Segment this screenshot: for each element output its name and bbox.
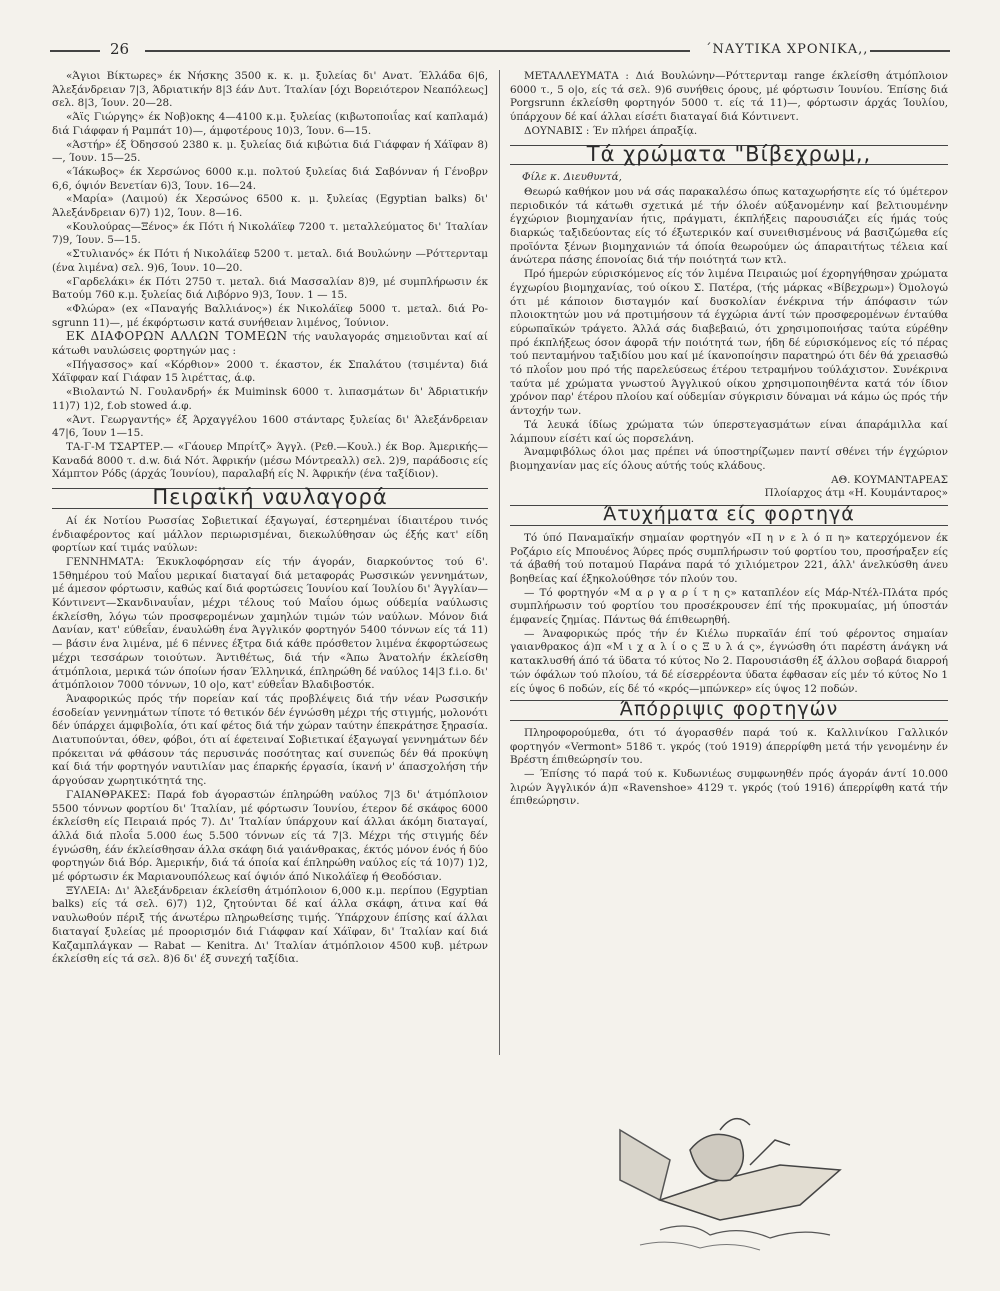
accident-paragraph: Τό ύπό Παναμαϊκήν σημαίαν φορτηγόν «Π η ν ε λ ό π η» κατερχόμενον έκ Ροζάριο είς Μπουένος Άύρες πρός συμπλήρωσιν τού φορτίου του, προσήραξεν είς τά άβαθή τού ποταμού Παράνα παρά τό χιλιόμετρον 221, άλλ' άνελκύσθη άνευ βοηθείας καί έξηκολούθησε τόν πλούν του. xyxy=(510,531,948,585)
right-column xyxy=(510,70,948,809)
sketch-figure xyxy=(690,1134,743,1180)
ship-entry: «Ίάκωβος» έκ Χερσώνος 6000 κ.μ. πολτού ξυλείας διά Σαβόνναν ή Γένοβρν 6,6, όψιόν Βενετίαν 6)3, Ίουν. 16—24. xyxy=(52,165,488,192)
sketch-hull xyxy=(660,1165,840,1220)
ship-entry: «Στυλιανός» έκ Πότι ή Νικολάϊεφ 5200 τ. μεταλ. διά Βουλώνην —Ρόττερνταμ (ένα λιμένα) σελ. 9)6, Ίουν. 10—20. xyxy=(52,248,488,274)
ship-entry: «Γαρδελάκι» έκ Πότι 2750 τ. μεταλ. διά Μασσαλίαν 8)9, μέ συμπλήρωσιν έκ Βατούμ 760 κ.μ. ξυλείας διά Λιβόρνο 9)3, Ίουν. 1 — 15. xyxy=(52,275,488,302)
piraeus-market-banner: Πειραϊκή ναυλαγορά xyxy=(52,488,488,509)
other-sectors-heading: ΕΚ ΔΙΑΦΟΡΩΝ ΑΛΛΩΝ ΤΟΜΕΩΝ xyxy=(66,329,288,344)
signature-title: Πλοίαρχος άτμ «Η. Κουμάνταρος» xyxy=(764,487,948,500)
letter-paragraph: Θεωρώ καθήκον μου νά σάς παρακαλέσω όπως καταχωρήσητε είς τό ύμέτερον περιοδικόν τά κάτωθι σχετικά μέ τήν όλοέν αύξανομένην καί βελτιουμένην έγχώριον βιομηχανίαν ήτις, πράγματι, έκπλήξεις παρουσιάζει είς ήμάς τούς διαρκώς ταξιδεύοντας είς τό έξωτερικόν καί συνειθισμένους νά βασιζώμεθα είς προϊόντα ξένων βιομηχανιών τά όποία θεωρούμεν ώς άπαραιτήτως τέλεια καί άνώτερα πάσης έπονοίας διά τήν ποιότητά των κτλ. xyxy=(510,185,948,267)
left-column xyxy=(52,70,488,967)
page-number: 26 xyxy=(110,40,130,58)
danube-paragraph: ΔΟΥΝΑΒΙΣ : Έν πλήρει άπραξίᾳ. xyxy=(524,124,698,137)
sketch-waves-lower xyxy=(640,1242,760,1250)
market-paragraph: Αί έκ Νοτίου Ρωσσίας Σοβιετικαί έξαγωγαί, έστερημέναι ίδιαιτέρου τινός ένδιαφέροντος καί μάλλον περιωρισμέναι, διεκωλύθησαν ώς έξής κατ' είδη φορτίων καί τιμάς ναύλων: xyxy=(52,514,488,555)
ship-entry: «Μαρία» (Λαιμού) έκ Χερσώνος 6500 κ. μ. ξυλείας (Egyptian balks) δι' Άλεξάνδρειαν 6)7) 1)2, Ίουν. 8—16. xyxy=(52,193,488,220)
letter-paragraph: Άναμφιβόλως όλοι μας πρέπει νά ύποστηρίζωμεν παντί σθένει τήν έγχώριον βιομηχανίαν μας είς όλους αύτής τούς κλάδους. xyxy=(510,446,948,472)
accidents-banner: Άτυχήματα είς φορτηγά xyxy=(510,505,948,526)
charter-entry: ΤΑ-Γ-Μ ΤΣΑΡΤΕΡ.— «Γάουερ Μπρίτζ» Άγγλ. (Ρεθ.—Κουλ.) έκ Βορ. Άμερικής—Καναδά 8000 τ. d.w. διά Νότ. Άφρικήν (μέσω Μόντρεαλλ) σελ. 2)9, παράδοσις είς Χάμπτον Ρόδς (άρχάς Ίουνίου), παραλαβή είς Ν. Άφρικήν (ένα ταξίδιον). xyxy=(52,440,488,481)
rejection-banner: Άπόρριψις φορτηγών xyxy=(510,700,948,721)
sketch-head xyxy=(720,1119,750,1130)
header-rule-middle xyxy=(145,50,690,52)
other-sectors-intro: τής ναυλαγοράς σημειοῦνται καί αί κάτωθι ναυλώσεις φορτηγών μας : xyxy=(52,331,488,358)
signature-name: ΑΘ. ΚΟΥΜΑΝΤΑΡΕΑΣ xyxy=(831,473,948,486)
ship-sketch-illustration xyxy=(600,1070,860,1260)
letter-paragraph: Πρό ήμερών εύρισκόμενος είς τόν λιμένα Πειραιώς μοί έχορηγήθησαν χρώματα έγχωρίου βιομηχανίας, τού οίκου Σ. Πατέρα, (τής μάρκας «Βίβεχρωμ») Όμολογώ ότι μέ κάποιον δισταγμόν καί δυσκολίαν ένέκρινα τήν άπόφασιν τών πλοιοκτητών μου νά προτιμήσουν τά έγχώρια άντί τών προσφερομένων ένταύθα εύρωπαϊκών τράγετο. Άλλά σάς διαβεβαιώ, ότι χρησιμοποιήσας ταύτα εύρέθην πρό έκπλήξεως όσον άφορᾶ τήν ποιότητά των, ήδη δέ εύρισκόμενος είς τό πέρας τού πενταμήνου ταξιδίου μου καί μέ ίκανοποίησιν παρατηρώ ότι δέν θά χρειασθώ τό πλοΐον μου πρό τής παρελεύσεως έτέρου τετραμήνου τούλάχιστον. Συνέκρινα ταύτα μέ χρώματα γνωστού Άγγλικού οίκου χρησιμοποιηθέντα κατά τόν ίδιον χρόνον παρ' έτέρου πλοίου καί ούδεμίαν σύγκρισιν δύναμαι νά κάμω ώς πρός τήν άντοχήν των. xyxy=(510,268,948,418)
market-paragraph: ΓΕΝΝΗΜΑΤΑ: Έκυκλοφόρησαν είς τήν άγοράν, διαρκούντος τού 6'. 15θημέρου τού Μαΐου μερικαί διαταγαί διά μεταφοράς Ρωσσικών γεννημάτων, μέ άμεσον φόρτωσιν, καθώς καί διά φορτώσεις Ίουνίου καί Ίουλίου δι' Άγγλίαν—Κόντινεντ—Σκανδιναυΐαν, μέχρι τέλους τού Μαΐου όμως ούδεμία ναύλωσις έκλείσθη, λόγω τών προσφερομένων χαμηλών τιμών τών ναύλων. Μόνον διά Δανίαν, κατ' εύθεΐαν, έναυλώθη ένα Άγγλικόν φορτηγόν 5400 τόννων είς τά 11)— βάσιν ένα λιμένα, μέ 6 πέννες έξτρα διά κάθε πρόσθετον λιμένα έκφορτώσεως μέχρι τεσσάρων τοιούτων. Άντιθέτως, διά τήν «Άπω Άνατολήν έκλείσθη άτμόπλοια, μερικά τών όποίων ήσαν Έλληνικά, έπληρώθη δέ ναύλος 14|3 f.i.o. δι' άτμόπλοιον 7000 τόννων, 10 ο|ο, κατ' εύθεΐαν Βλαδιβοστόκ. xyxy=(52,555,488,692)
header-rule-right xyxy=(870,50,950,52)
sketch-bow xyxy=(620,1130,670,1200)
market-paragraph: Άναφορικώς πρός τήν πορείαν καί τάς προβλέψεις διά τήν νέαν Ρωσσικήν έσοδείαν γεννημάτων τίποτε τό θετικόν δέν έγνώσθη μέχρι τής στιγμής, μολονότι δέν ύπάρχει άμφιβολία, ότι καί φέτος διά τήν χώραν ταύτην έπεκράτησε ξηρασία. Διατυπούνται, όθεν, φόβοι, ότι αί έφετειναί Σοβιετικαί έξαγωγαί γεννημάτων δέν πρόκειται νά φθάσουν τάς περυσινάς ποσότητας καί συνεπώς δέν θά προκύψη καί διά τήν φορτηγόν ναυτιλίαν μας έπαρκής έργασία, ίκανή ν' άπασχολήση τήν άργούσαν χωρητικότητά της. xyxy=(52,692,488,788)
ship-entry: «Κουλούρας—Ξένος» έκ Πότι ή Νικολάϊεφ 7200 τ. μεταλλεύματος δι' Ίταλίαν 7)9, Ίουν. 5—15. xyxy=(52,220,488,247)
other-sectors-paragraph xyxy=(52,330,488,358)
accident-paragraph: — Άναφορικώς πρός τήν έν Κιέλω πυρκαϊάν έπί τού φέροντος σημαίαν γαιανθρακος ά)π «Μ ι χ α λ ί ο ς Ξ υ λ ά ς», έγνώσθη ότι παρέστη άνάγκη νά κατακλυσθή άπό τά ϋδατα τό κύτος Νο 2. Παρουσιάσθη έξ άλλου σοβαρά διαρροή τών όφάλων τού πλοίου, τά δέ είσερρέοντα ύδατα έφθασαν είς μέν τό κύτος Νο 1 είς ύψος 6 ποδών, είς δέ τό «κρός—μπώνκερ» είς ύψος 12 ποδών. xyxy=(510,627,948,695)
ship-entry: «Άγιοι Βίκτωρες» έκ Νήσκης 3500 κ. κ. μ. ξυλείας δι' Ανατ. Έλλάδα 6|6, Άλεξάνδρειαν 7|3, Άδριατικήν 8|3 έάν Δυτ. Ίταλίαν [όχι Βορειότερον Νεαπόλεως] σελ. 8|3, Ίουν. 20—28. xyxy=(52,70,488,110)
charter-entry: «Πήγασσος» καί «Κόρθιον» 2000 τ. έκαστον, έκ Σπαλάτου (τσιμέντα) διά Χάϊφφαν καί Γιάφαν 15 λιρέττας, ά.φ. xyxy=(52,358,488,385)
letter-paragraph: Τά λευκά ίδίως χρώματα τών ύπερστεγασμάτων είναι άπαράμιλλα καί λάμπουν είσέτι καί ώς πορσελάνη. xyxy=(510,418,948,445)
rejection-paragraph: — Έπίσης τό παρά τού κ. Κυδωνιέως συμφωνηθέν πρός άγοράν άντί 10.000 λιρών Άγγλικόν ά)π «Ravenshoe» 4129 τ. γκρός (τού 1916) άπερρίφθη κατά τήν έπιθεώρησιν. xyxy=(510,768,948,808)
ship-entry: «Φλώρα» (ex «Παναγής Βαλλιάνος») έκ Νικολάϊεφ 5000 τ. μεταλ. διά Po-sgrunn 11)—, μέ έκφόρτωσιν κατά συνήθειαν λιμένος, Ίούνιον. xyxy=(52,302,488,329)
letter-greeting: Φίλε κ. Διευθυντά, xyxy=(522,171,622,184)
sketch-arm xyxy=(750,1140,790,1165)
market-paragraph: ΞΥΛΕΙΑ: Δι' Άλεξάνδρειαν έκλείσθη άτμόπλοιον 6,000 κ.μ. περίπου (Egyptian balks) είς τά σελ. 6)7) 1)2, ζητούνται δέ καί άλλα σκάφη, άτινα καί θά ναυλωθούν πέριξ τής άνωτέρω πληρωθείσης τιμής. Ύπάρχουν έπίσης καί άλλαι διαταγαί ξυλείας μέ προορισμόν διά Γιάφφαν καί Χάϊφαν, δι' Ίταλίαν καί διά Καζαμπλάγκαν — Rabat — Kenitra. Δι' Ίταλίαν άτμόπλοιον 4500 κυβ. μέτρων έκλείσθη είς τά σελ. 8)6 δι' έξ συνεχή ταξίδια. xyxy=(52,884,488,966)
header-rule-left xyxy=(50,50,100,52)
sketch-waves xyxy=(660,1226,830,1238)
metals-paragraph: ΜΕΤΑΛΛΕΥΜΑΤΑ : Διά Βουλώνην—Ρόττερνταμ range έκλείσθη άτμόπλοιον 6000 τ., 5 ο|ο, είς τά σελ. 9)6 συνήθεις όρους, μέ φόρτωσιν Ίουνίου. Έπίσης διά Porgsrunn έκλείσθη φορτηγόν 5000 τ. είς τά 11)—, φόρτωσιν άρχάς Ίουλίου, ύπάρχουν δέ καί άλλαι είσέτι διαταγαί διά Κόντινεντ. xyxy=(510,70,948,124)
rejection-paragraph: Πληροφορούμεθα, ότι τό άγορασθέν παρά τού κ. Καλλινίκου Γαλλικόν φορτηγόν «Vermont» 5186 τ. γκρός (τού 1919) άπερρίφθη μετά τήν γενομένην έν Βρέστη έπιθεώρησίν του. xyxy=(510,726,948,767)
ship-entry: «Άϊς Γιώργης» έκ Νοβ)οκης 4—4100 κ.μ. ξυλείας (κιβωτοποιΐας καί καπλαμά) διά Γιάφφαν ή Ραμπάτ 10)—, άμφοτέρους 10)3, Ίουν. 6—15. xyxy=(52,111,488,137)
page-header xyxy=(50,40,950,64)
charter-entry: «Βιολαντώ Ν. Γουλανδρή» έκ Muiminsk 6000 τ. λιπασμάτων δι' Άδριατικήν 11)7) 1)2, f.ob stowed ά.φ. xyxy=(52,386,488,412)
market-paragraph: ΓΑΙΑΝΘΡΑΚΕΣ: Παρά fob άγοραστών έπληρώθη ναύλος 7|3 δι' άτμόπλοιον 5500 τόννων φορτίου δι' Ίταλίαν, μέ φόρτωσιν Ίουνίου, έτερον δέ σκάφος 6000 έκλείσθη είς Πειραιά πρός 7). Δι' Ίταλίαν ύπάρχουν καί άλλαι άκόμη διαταγαί, άλλά διά πλοΐα 5.000 έως 5.500 τόννων είς τά 7|3. Μέχρι τής στιγμής δέν έγνώσθη, έάν έκλείσθησαν άλλα σκάφη διά γαιάνθρακας, έκτός μόνον ένός ή δύο φορτηγών διά Βόρ. Άμερικήν, διά τά όποία καί έπληρώθη ναύλος είς τά 10)7) 1)2, μέ φόρτωσιν έκ Μαριανουπόλεως καί όψιόν άπό Νικολάϊεφ ή Θεοδόσιαν. xyxy=(52,788,488,884)
ship-entry: «Άστήρ» έξ Όδησσού 2380 κ. μ. ξυλείας διά κιβώτια διά Γιάφφαν ή Χάϊφαν 8)—, Ίουν. 15—25. xyxy=(52,138,488,165)
charter-entry: «Άντ. Γεωργαντής» έξ Άρχαγγέλου 1600 στάνταρς ξυλείας δι' Άλεξάνδρειαν 47|6, Ίουν 1—15. xyxy=(52,413,488,440)
colors-banner: Τά χρώματα "Βίβεχρωμ,, xyxy=(510,145,948,166)
column-divider xyxy=(499,70,500,1055)
publication-title: ΄ΝΑΥΤΙΚΑ ΧΡΟΝΙΚΑ,, xyxy=(705,42,869,57)
accident-paragraph: — Τό φορτηγόν «Μ α ρ γ α ρ ί τ η ς» καταπλέον είς Μάρ-Ντέλ-Πλάτα πρός συμπλήρωσιν τού φορτίου του προσέκρουσεν έπί τής προκυμαίας, μή ύποστάν έμφανείς ζημίας. Πάντως θά έπιθεωρηθή. xyxy=(510,586,948,627)
